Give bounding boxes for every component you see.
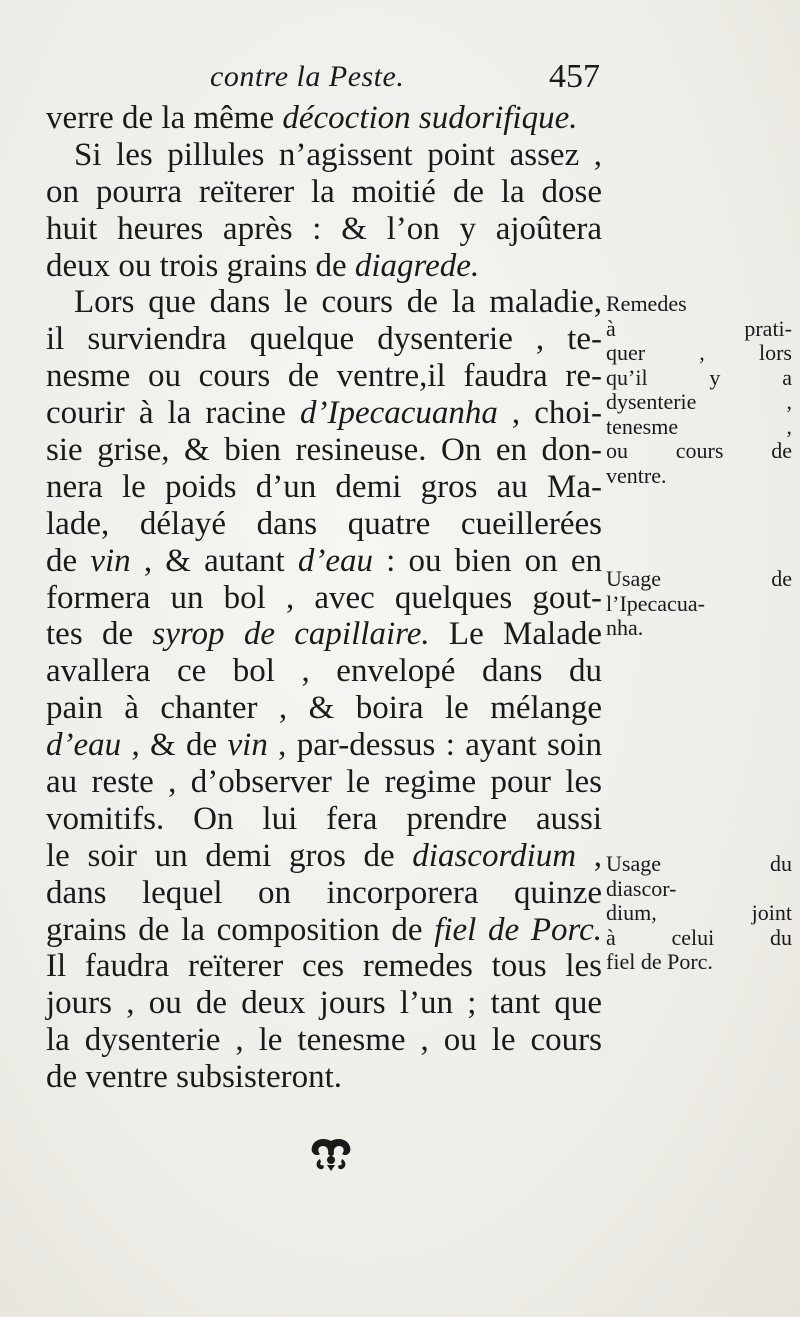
margin-note-line: fiel de Porc. xyxy=(606,949,713,974)
text-segment: Il faudra reïterer ces remedes tous les xyxy=(46,948,602,985)
text-segment: grains de la composition de xyxy=(46,911,435,948)
text-segment: la dysenterie , le tenesme , ou le cours xyxy=(46,1022,602,1059)
italic-text-segment: décoction sudorifique. xyxy=(282,100,578,136)
page-number: 457 xyxy=(549,58,600,95)
text-segment: vomitifs. On lui fera prendre aussi xyxy=(46,800,602,837)
text-line xyxy=(46,1022,602,1059)
text-line xyxy=(46,284,602,321)
text-segment: , & de xyxy=(121,727,228,764)
text-line xyxy=(46,395,602,432)
margin-note-line: à prati- xyxy=(606,315,792,341)
text-line xyxy=(46,543,602,580)
text-segment: de ventre subsisteront. xyxy=(46,1059,343,1096)
text-segment: , choi- xyxy=(497,395,602,432)
text-segment: : ou bien on en xyxy=(373,542,602,579)
text-line xyxy=(46,100,602,137)
text-line xyxy=(46,764,602,801)
text-line xyxy=(46,432,602,469)
text-segment: , & autant xyxy=(130,542,298,579)
text-segment: nera le poids d’un demi gros au Ma- xyxy=(46,468,602,505)
text-line xyxy=(46,727,602,764)
text-line xyxy=(46,653,602,690)
text-segment: jours , ou de deux jours l’un ; tant que xyxy=(46,985,602,1022)
text-line xyxy=(46,580,602,617)
text-line xyxy=(46,321,602,358)
italic-text-segment: d’eau xyxy=(46,727,122,764)
italic-text-segment: vin xyxy=(90,542,131,579)
text-segment: dans lequel on incorporera quinze xyxy=(46,874,602,911)
text-segment: de xyxy=(46,542,91,579)
text-segment: Le Malade xyxy=(429,616,602,653)
text-segment: on pourra reïterer la moitié de la dose xyxy=(46,173,602,210)
margin-note-line: dium, joint xyxy=(606,900,792,925)
italic-text-segment: syrop de capillaire. xyxy=(152,616,430,653)
text-line xyxy=(46,616,602,653)
text-line xyxy=(46,137,602,174)
text-segment: Si les pillules n’agissent point assez , xyxy=(74,136,602,173)
text-segment: , xyxy=(576,837,602,874)
margin-note-line: Remedes xyxy=(606,291,687,316)
margin-note-diascordium xyxy=(606,852,792,975)
text-line xyxy=(46,875,602,912)
italic-text-segment: diagrede. xyxy=(354,247,480,284)
margin-note-line: ventre. xyxy=(606,462,667,488)
margin-note-line: Usage de xyxy=(606,566,792,591)
margin-note-line: tenesme , xyxy=(606,413,792,439)
margin-note-line: quer , lors xyxy=(606,340,792,365)
italic-text-segment: vin xyxy=(227,727,268,764)
text-line xyxy=(46,838,602,875)
text-segment: Lors que dans le cours de la maladie, xyxy=(74,284,602,321)
fleuron-ornament-icon xyxy=(306,1135,356,1173)
text-line xyxy=(46,358,602,395)
margin-note-line: Usage du xyxy=(606,851,792,876)
margin-note-line: nha. xyxy=(606,615,644,640)
margin-note-line: à celui du xyxy=(606,924,792,950)
text-segment: pain à chanter , & boira le mélange xyxy=(46,690,602,727)
text-line xyxy=(46,211,602,248)
text-segment: sie grise, & bien resineuse. On en don- xyxy=(46,432,602,469)
text-line xyxy=(46,174,602,211)
text-line xyxy=(46,248,602,285)
italic-text-segment: d’Ipecacuanha xyxy=(299,395,498,432)
margin-note-remedes xyxy=(606,292,792,488)
text-segment: avallera ce bol , envelopé dans du xyxy=(46,653,602,690)
text-line xyxy=(46,690,602,727)
margin-note-line: ou cours de xyxy=(606,438,792,463)
margin-note-ipecacuanha xyxy=(606,567,792,641)
text-segment: lade, délayé dans quatre cueillerées xyxy=(46,505,602,542)
text-segment: verre de la même xyxy=(46,100,283,136)
text-segment: deux ou trois grains de xyxy=(46,247,355,284)
margin-note-line: diascor- xyxy=(606,875,677,901)
italic-text-segment: diascordium xyxy=(412,837,577,874)
text-line xyxy=(46,948,602,985)
text-segment: le soir un demi gros de xyxy=(46,837,413,874)
margin-notes xyxy=(606,0,796,1317)
text-segment: il surviendra quelque dysenterie , te- xyxy=(46,321,602,358)
italic-text-segment: fiel de Porc. xyxy=(434,911,602,948)
text-segment: au reste , d’observer le regime pour les xyxy=(46,764,602,801)
text-line xyxy=(46,506,602,543)
body-text xyxy=(46,100,602,1096)
text-line xyxy=(46,985,602,1022)
margin-note-line: qu’il y a xyxy=(606,364,792,390)
text-segment: huit heures après : & l’on y ajoûtera xyxy=(46,210,602,247)
text-segment: , par-dessus : ayant soin xyxy=(267,727,602,764)
running-title: contre la Peste. xyxy=(210,60,405,93)
running-head xyxy=(60,58,600,102)
text-line xyxy=(46,801,602,838)
text-line xyxy=(46,912,602,949)
text-segment: courir à la racine xyxy=(46,395,300,432)
text-segment: nesme ou cours de ventre,il faudra re- xyxy=(46,358,602,395)
margin-note-line: l’Ipecacua- xyxy=(606,590,705,616)
text-line xyxy=(46,1059,602,1096)
text-segment: formera un bol , avec quelques gout- xyxy=(46,579,602,616)
text-segment: tes de xyxy=(46,616,153,653)
margin-note-line: dysenterie , xyxy=(606,389,792,414)
italic-text-segment: d’eau xyxy=(297,542,374,579)
text-line xyxy=(46,469,602,506)
